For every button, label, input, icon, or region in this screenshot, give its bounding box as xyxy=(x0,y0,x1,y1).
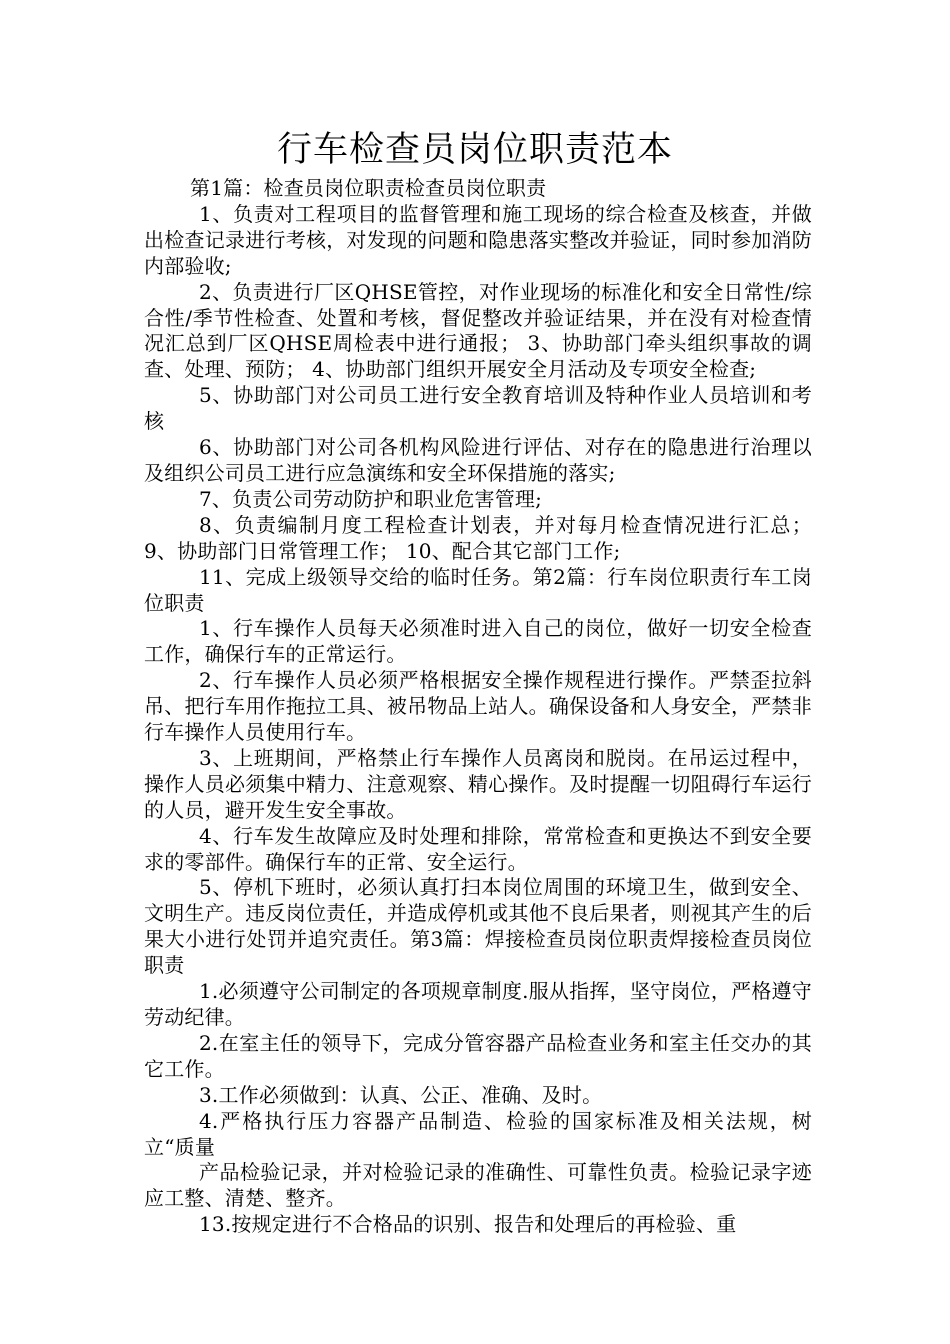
paragraph: 3.工作必须做到：认真、公正、准确、及时。 xyxy=(199,1082,603,1107)
paragraph: 1、行车操作人员每天必须准时进入自己的岗位，做好一切安全检查工作，确保行车的正常运行。 xyxy=(144,616,812,667)
paragraph: 1.必须遵守公司制定的各项规章制度.服从指挥，坚守岗位，严格遵守劳动纪律。 xyxy=(144,979,812,1029)
paragraph: 产品检验记录，并对检验记录的准确性、可靠性负责。检验记录字迹应工整、清楚、整齐。 xyxy=(144,1160,812,1211)
paragraph: 7、负责公司劳动防护和职业危害管理; xyxy=(199,486,543,511)
paragraph: 5、停机下班时，必须认真打扫本岗位周围的环境卫生，做到安全、文明生产。违反岗位责任，并造成停机或其他不良后果者，则视其产生的后果大小进行处罚并追究责任。第3篇：焊接检查员岗位职责焊接检查员岗位职责 xyxy=(144,875,812,978)
paragraph: 2、行车操作人员必须严格根据安全操作规程进行操作。严禁歪拉斜吊、把行车用作拖拉工具、被吊物品上站人。确保设备和人身安全，严禁非行车操作人员使用行车。 xyxy=(144,668,812,745)
document-title: 行车检查员岗位职责范本 xyxy=(276,130,673,170)
paragraph: 3、上班期间，严格禁止行车操作人员离岗和脱岗。在吊运过程中，操作人员必须集中精力、注意观察、精心操作。及时提醒一切阻碍行车运行的人员，避开发生安全事故。 xyxy=(144,745,812,822)
paragraph: 13.按规定进行不合格品的识别、报告和处理后的再检验、重 xyxy=(199,1212,737,1237)
paragraph: 11、完成上级领导交给的临时任务。第2篇：行车岗位职责行车工岗位职责 xyxy=(144,564,812,615)
section-heading-1: 第1篇：检查员岗位职责检查员岗位职责 xyxy=(190,176,547,200)
paragraph: 2.在室主任的领导下，完成分管容器产品检查业务和室主任交办的其它工作。 xyxy=(144,1030,812,1081)
paragraph: 2、负责进行厂区QHSE管控，对作业现场的标准化和安全日常性/综合性/季节性检查、处置和考核，督促整改并验证结果，并在没有对检查情况汇总到厂区QHSE周检表中进行通报； 3、协助部门牵头组织事故的调查、处理、预防； 4、协助部门组织开展安全月活动及专项安全检查; xyxy=(144,279,812,382)
paragraph: 5、协助部门对公司员工进行安全教育培训及特种作业人员培训和考核 xyxy=(144,383,812,434)
document-body xyxy=(144,176,812,1238)
paragraph: 6、协助部门对公司各机构风险进行评估、对存在的隐患进行治理以及组织公司员工进行应急演练和安全环保措施的落实; xyxy=(144,435,812,485)
paragraph: 1、负责对工程项目的监督管理和施工现场的综合检查及核查，并做出检查记录进行考核，对发现的问题和隐患落实整改并验证，同时参加消防内部验收; xyxy=(144,201,812,278)
paragraph: 4、行车发生故障应及时处理和排除，常常检查和更换达不到安全要求的零部件。确保行车的正常、安全运行。 xyxy=(144,823,812,874)
paragraph: 4.严格执行压力容器产品制造、检验的国家标准及相关法规，树立“质量 xyxy=(144,1108,812,1159)
paragraph: 8、负责编制月度工程检查计划表，并对每月检查情况进行汇总； 9、协助部门日常管理工作； 10、配合其它部门工作; xyxy=(144,512,812,563)
